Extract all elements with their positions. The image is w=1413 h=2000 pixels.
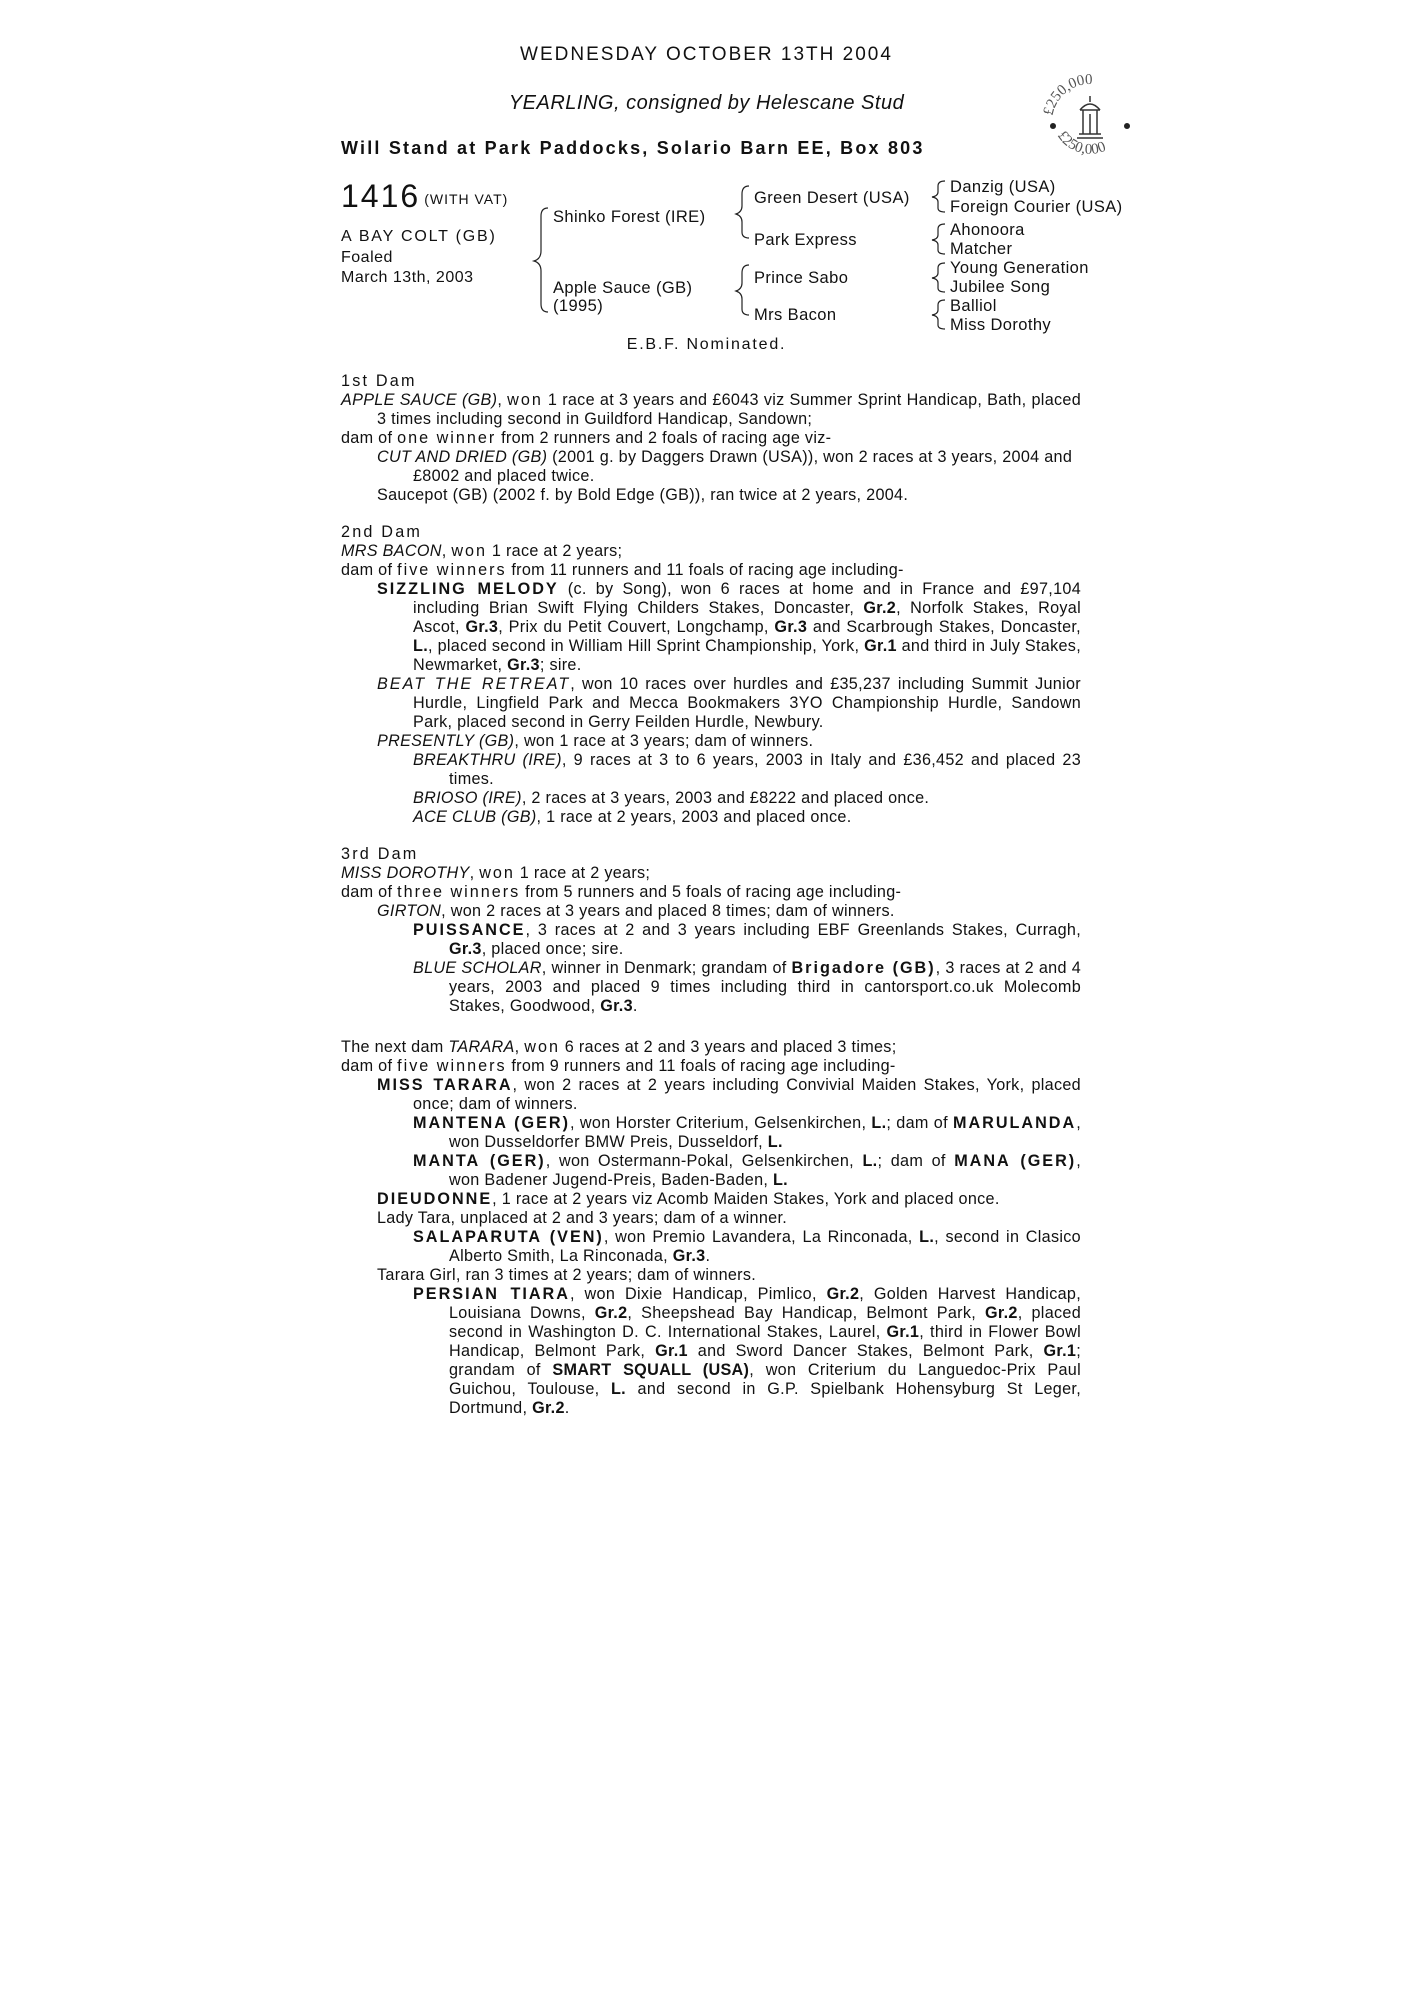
- text: The next dam: [341, 1038, 449, 1056]
- vat-label: (WITH VAT): [424, 191, 509, 207]
- text: .: [632, 997, 638, 1015]
- text: (c. by Song), won 6 races at home and in France and £97,104 including Brian Swift Flying Childers Stakes, Doncaster,: [413, 580, 1081, 617]
- text: L.: [919, 1228, 935, 1246]
- text: .: [705, 1247, 711, 1265]
- text: Gr.2: [532, 1399, 565, 1417]
- horse-description: A BAY COLT (GB): [341, 228, 497, 245]
- text: SIZZLING MELODY: [377, 580, 559, 598]
- text: Gr.3: [774, 618, 808, 636]
- pedigree-sire: Shinko Forest (IRE): [553, 208, 706, 226]
- ebf-nominated-text: E.B.F. Nominated.: [626, 336, 787, 353]
- text: and Scarbrough Stakes, Doncaster,: [807, 618, 1081, 636]
- text: L.: [413, 637, 428, 655]
- pedigree-g6: Jubilee Song: [950, 278, 1051, 296]
- second-dam-heading: 2nd Dam: [341, 523, 423, 541]
- text: , Golden Harvest Handicap, Louisiana Downs,: [449, 1285, 1081, 1322]
- text: BEAT THE RETREAT: [377, 675, 571, 693]
- text: .: [564, 1399, 570, 1417]
- text: and third in July Stakes, Newmarket,: [413, 637, 1081, 674]
- third-dam-produce: [341, 883, 1081, 902]
- pedigree-g5: Young Generation: [950, 259, 1089, 277]
- pedigree-dam-dam: Mrs Bacon: [754, 306, 837, 324]
- produce-puissance: [341, 921, 1081, 959]
- text: MANTENA (GER): [413, 1114, 570, 1132]
- produce-breakthru: [341, 751, 1081, 789]
- text: and second in G.P. Spielbank Hohensyburg St Leger, Dortmund,: [449, 1380, 1081, 1417]
- text: 1 race at 3 years and £6043 viz Summer Sprint Handicap, Bath, placed 3 times including second in Guildford Handicap, Sandown;: [377, 391, 1081, 428]
- text: MARULANDA: [952, 1114, 1077, 1132]
- stand-location: Will Stand at Park Paddocks, Solario Barn EE, Box 803: [341, 138, 925, 158]
- second-dam-produce: [341, 561, 1081, 580]
- pedigree-g7: Balliol: [950, 297, 997, 315]
- svg-text:£250,000: £250,000: [1040, 71, 1093, 118]
- text: , placed once; sire.: [481, 940, 624, 958]
- sale-date: WEDNESDAY OCTOBER 13TH 2004: [520, 44, 893, 65]
- text: , 1 race at 2 years, 2003 and placed once.: [536, 808, 852, 826]
- text: , won 10 races over hurdles and £35,237 including Summit Junior Hurdle, Lingfield Park and Mecca Bookmakers 3YO Championship Hurdle, Sandown Park, placed second in Gerry Feilden Hurdle, Newbury.: [413, 675, 1082, 731]
- text: L.: [772, 1171, 788, 1189]
- ebf-nominated: [0, 336, 1413, 354]
- text: three winners: [397, 883, 521, 901]
- text: , 9 races at 3 to 6 years, 2003 in Italy and £36,452 and placed 23 times.: [449, 751, 1082, 788]
- text: Brigadore (GB): [791, 959, 936, 977]
- text: Gr.1: [886, 1323, 920, 1341]
- text: and Sword Dancer Stakes, Belmont Park,: [687, 1342, 1044, 1360]
- text: L.: [862, 1152, 878, 1170]
- produce-beat-the-retreat: [341, 675, 1081, 732]
- third-dam-heading: 3rd Dam: [341, 845, 419, 863]
- second-dam-section: [341, 523, 1081, 827]
- text: , 2 races at 3 years, 2003 and £8222 and placed once.: [521, 789, 930, 807]
- text: from 2 runners and 2 foals of racing age viz-: [496, 429, 832, 447]
- first-dam-line: [341, 391, 1081, 429]
- text: GIRTON: [377, 902, 442, 920]
- text: (2001 g. by Daggers Drawn (USA)), won 2 races at 3 years, 2004 and £8002 and placed twice.: [413, 448, 1073, 485]
- text: , won Dixie Handicap, Pimlico,: [569, 1285, 827, 1303]
- text: ,: [441, 542, 452, 560]
- text: Gr.1: [1043, 1342, 1077, 1360]
- second-dam-line: [341, 542, 1081, 561]
- text: Gr.2: [985, 1304, 1018, 1322]
- text: won: [507, 391, 543, 409]
- text: ACE CLUB (GB): [413, 808, 537, 826]
- text: , second in Clasico Alberto Smith, La Rinconada,: [449, 1228, 1081, 1265]
- text: L.: [767, 1133, 783, 1151]
- text: Gr.3: [507, 656, 540, 674]
- pedigree-g4: Matcher: [950, 240, 1013, 258]
- text: 1 race at 2 years;: [487, 542, 623, 560]
- text: , third in Flower Bowl Handicap, Belmont Park,: [449, 1323, 1081, 1360]
- produce-cut-and-dried: [341, 448, 1081, 486]
- text: dam of: [341, 561, 398, 579]
- produce-ace-club: [341, 808, 1081, 827]
- produce-dieudonne: [341, 1190, 1081, 1209]
- text: , won 1 race at 3 years; dam of winners.: [514, 732, 814, 750]
- pedigree-g3: Ahonoora: [950, 221, 1025, 239]
- first-dam-section: [341, 372, 1081, 505]
- text: dam of: [341, 1057, 398, 1075]
- produce-persian-tiara: [341, 1285, 1081, 1418]
- text: won: [479, 864, 515, 882]
- text: , 1 race at 2 years viz Acomb Maiden Stakes, York and placed once.: [492, 1190, 1000, 1208]
- text: from 11 runners and 11 foals of racing age including-: [506, 561, 904, 579]
- produce-manta: [341, 1152, 1081, 1190]
- text: , Sheepshead Bay Handicap, Belmont Park,: [627, 1304, 986, 1322]
- produce-sizzling-melody: [341, 580, 1081, 675]
- first-dam-name: APPLE SAUCE (GB): [341, 391, 498, 409]
- text: from 5 runners and 5 foals of racing age including-: [520, 883, 902, 901]
- text: Gr.3: [449, 940, 482, 958]
- text: , won 2 races at 2 years including Convivial Maiden Stakes, York, placed once; dam of winners.: [413, 1076, 1081, 1113]
- text: won: [524, 1038, 560, 1056]
- pedigree-g2: Foreign Courier (USA): [950, 198, 1123, 216]
- third-dam-line: [341, 864, 1081, 883]
- text: , won Horster Criterium, Gelsenkirchen,: [570, 1114, 872, 1132]
- text: 6 races at 2 and 3 years and placed 3 times;: [559, 1038, 897, 1056]
- text: , 3 races at 2 and 3 years including EBF Greenlands Stakes, Curragh,: [525, 921, 1081, 939]
- text: Gr.2: [826, 1285, 860, 1303]
- consignment-line: YEARLING, consigned by Helescane Stud: [508, 92, 905, 114]
- text: PUISSANCE: [413, 921, 526, 939]
- produce-saucepot: Saucepot (GB) (2002 f. by Bold Edge (GB)), ran twice at 2 years, 2004.: [377, 486, 909, 504]
- next-dam-line: [341, 1038, 1081, 1057]
- text: SMART SQUALL (USA): [552, 1361, 750, 1379]
- pedigree-dam-year: (1995): [553, 297, 604, 315]
- text: L.: [871, 1114, 887, 1132]
- text: dam of: [341, 429, 398, 447]
- foaled-label: Foaled: [341, 249, 393, 266]
- svg-text:£250,000: £250,000: [1053, 128, 1109, 158]
- third-dam-section: [341, 845, 1081, 1016]
- text: ; dam of: [877, 1152, 955, 1170]
- text: Gr.2: [863, 599, 897, 617]
- lot-number-value: 1416: [341, 178, 421, 214]
- text: MANTA (GER): [413, 1152, 546, 1170]
- text: 1 race at 2 years;: [514, 864, 651, 882]
- text: , Norfolk Stakes, Royal Ascot,: [413, 599, 1081, 636]
- text: dam of: [341, 883, 398, 901]
- text: TARARA: [448, 1038, 515, 1056]
- next-dam-produce: [341, 1057, 1081, 1076]
- text: PERSIAN TIARA: [413, 1285, 570, 1303]
- text: won: [451, 542, 488, 560]
- text: Gr.3: [600, 997, 633, 1015]
- produce-presently: [341, 732, 1081, 751]
- text: DIEUDONNE: [377, 1190, 493, 1208]
- text: , won Criterium du Languedoc-Prix Paul Guichou, Toulouse,: [449, 1361, 1082, 1398]
- text: PRESENTLY (GB): [377, 732, 515, 750]
- text: BRIOSO (IRE): [413, 789, 522, 807]
- text: ,: [497, 391, 508, 409]
- text: five winners: [397, 561, 507, 579]
- text: CUT AND DRIED (GB): [377, 448, 548, 466]
- first-dam-produce: [341, 429, 1081, 448]
- text: MISS DOROTHY: [341, 864, 470, 882]
- text: BLUE SCHOLAR: [413, 959, 542, 977]
- text: ; dam of: [886, 1114, 953, 1132]
- text: ; grandam of: [449, 1342, 1081, 1379]
- pedigree-g8: Miss Dorothy: [950, 316, 1052, 334]
- text: Gr.1: [655, 1342, 688, 1360]
- text: BREAKTHRU (IRE): [413, 751, 562, 769]
- text: MANA (GER): [954, 1152, 1077, 1170]
- catalogue-body: [341, 372, 1081, 1418]
- text: SALAPARUTA (VEN): [413, 1228, 604, 1246]
- text: , Prix du Petit Couvert, Longchamp,: [498, 618, 775, 636]
- pedigree-dam-sire: Prince Sabo: [754, 269, 849, 287]
- produce-miss-tarara: [341, 1076, 1081, 1114]
- pedigree-dam: [553, 279, 692, 315]
- text: MRS BACON: [341, 542, 442, 560]
- text: , won Dusseldorfer BMW Preis, Dusseldorf,: [449, 1114, 1081, 1151]
- next-dam-section: [341, 1038, 1081, 1418]
- text: Gr.2: [594, 1304, 628, 1322]
- pedigree-g1: Danzig (USA): [950, 178, 1056, 196]
- text: one winner: [397, 429, 497, 447]
- produce-lady-tara: Lady Tara, unplaced at 2 and 3 years; dam of a winner.: [377, 1209, 788, 1227]
- pedigree-dam-name: Apple Sauce (GB): [553, 279, 693, 297]
- produce-brioso: [341, 789, 1081, 808]
- foaled-date: March 13th, 2003: [341, 269, 474, 286]
- first-dam-heading: 1st Dam: [341, 372, 417, 390]
- produce-salaparuta: [341, 1228, 1081, 1266]
- text: MISS TARARA: [377, 1076, 513, 1094]
- pedigree-sire-sire: Green Desert (USA): [754, 189, 910, 207]
- text: , placed second in Washington D. C. International Stakes, Laurel,: [449, 1304, 1081, 1341]
- text: ; sire.: [539, 656, 582, 674]
- text: L.: [610, 1380, 626, 1398]
- produce-mantena: [341, 1114, 1081, 1152]
- text: , won Ostermann-Pokal, Gelsenkirchen,: [545, 1152, 863, 1170]
- text: , won Premio Lavandera, La Rinconada,: [603, 1228, 920, 1246]
- text: from 9 runners and 11 foals of racing age including-: [506, 1057, 896, 1075]
- text: Gr.1: [864, 637, 897, 655]
- produce-blue-scholar: [341, 959, 1081, 1016]
- text: , won Badener Jugend-Preis, Baden-Baden,: [449, 1152, 1081, 1189]
- text: , placed second in William Hill Sprint Championship, York,: [428, 637, 865, 655]
- text: , won 2 races at 3 years and placed 8 times; dam of winners.: [441, 902, 895, 920]
- produce-girton: [341, 902, 1081, 921]
- text: , 3 races at 2 and 4 years, 2003 and placed 9 times including third in cantorsport.co.uk Molecomb Stakes, Goodwood,: [449, 959, 1081, 1015]
- text: , winner in Denmark; grandam of: [541, 959, 792, 977]
- text: Gr.3: [465, 618, 499, 636]
- produce-tarara-girl: Tarara Girl, ran 3 times at 2 years; dam of winners.: [377, 1266, 757, 1284]
- pedigree-sire-dam: Park Express: [754, 231, 857, 249]
- text: ,: [469, 864, 480, 882]
- text: five winners: [397, 1057, 507, 1075]
- text: ,: [514, 1038, 525, 1056]
- text: Gr.3: [672, 1247, 706, 1265]
